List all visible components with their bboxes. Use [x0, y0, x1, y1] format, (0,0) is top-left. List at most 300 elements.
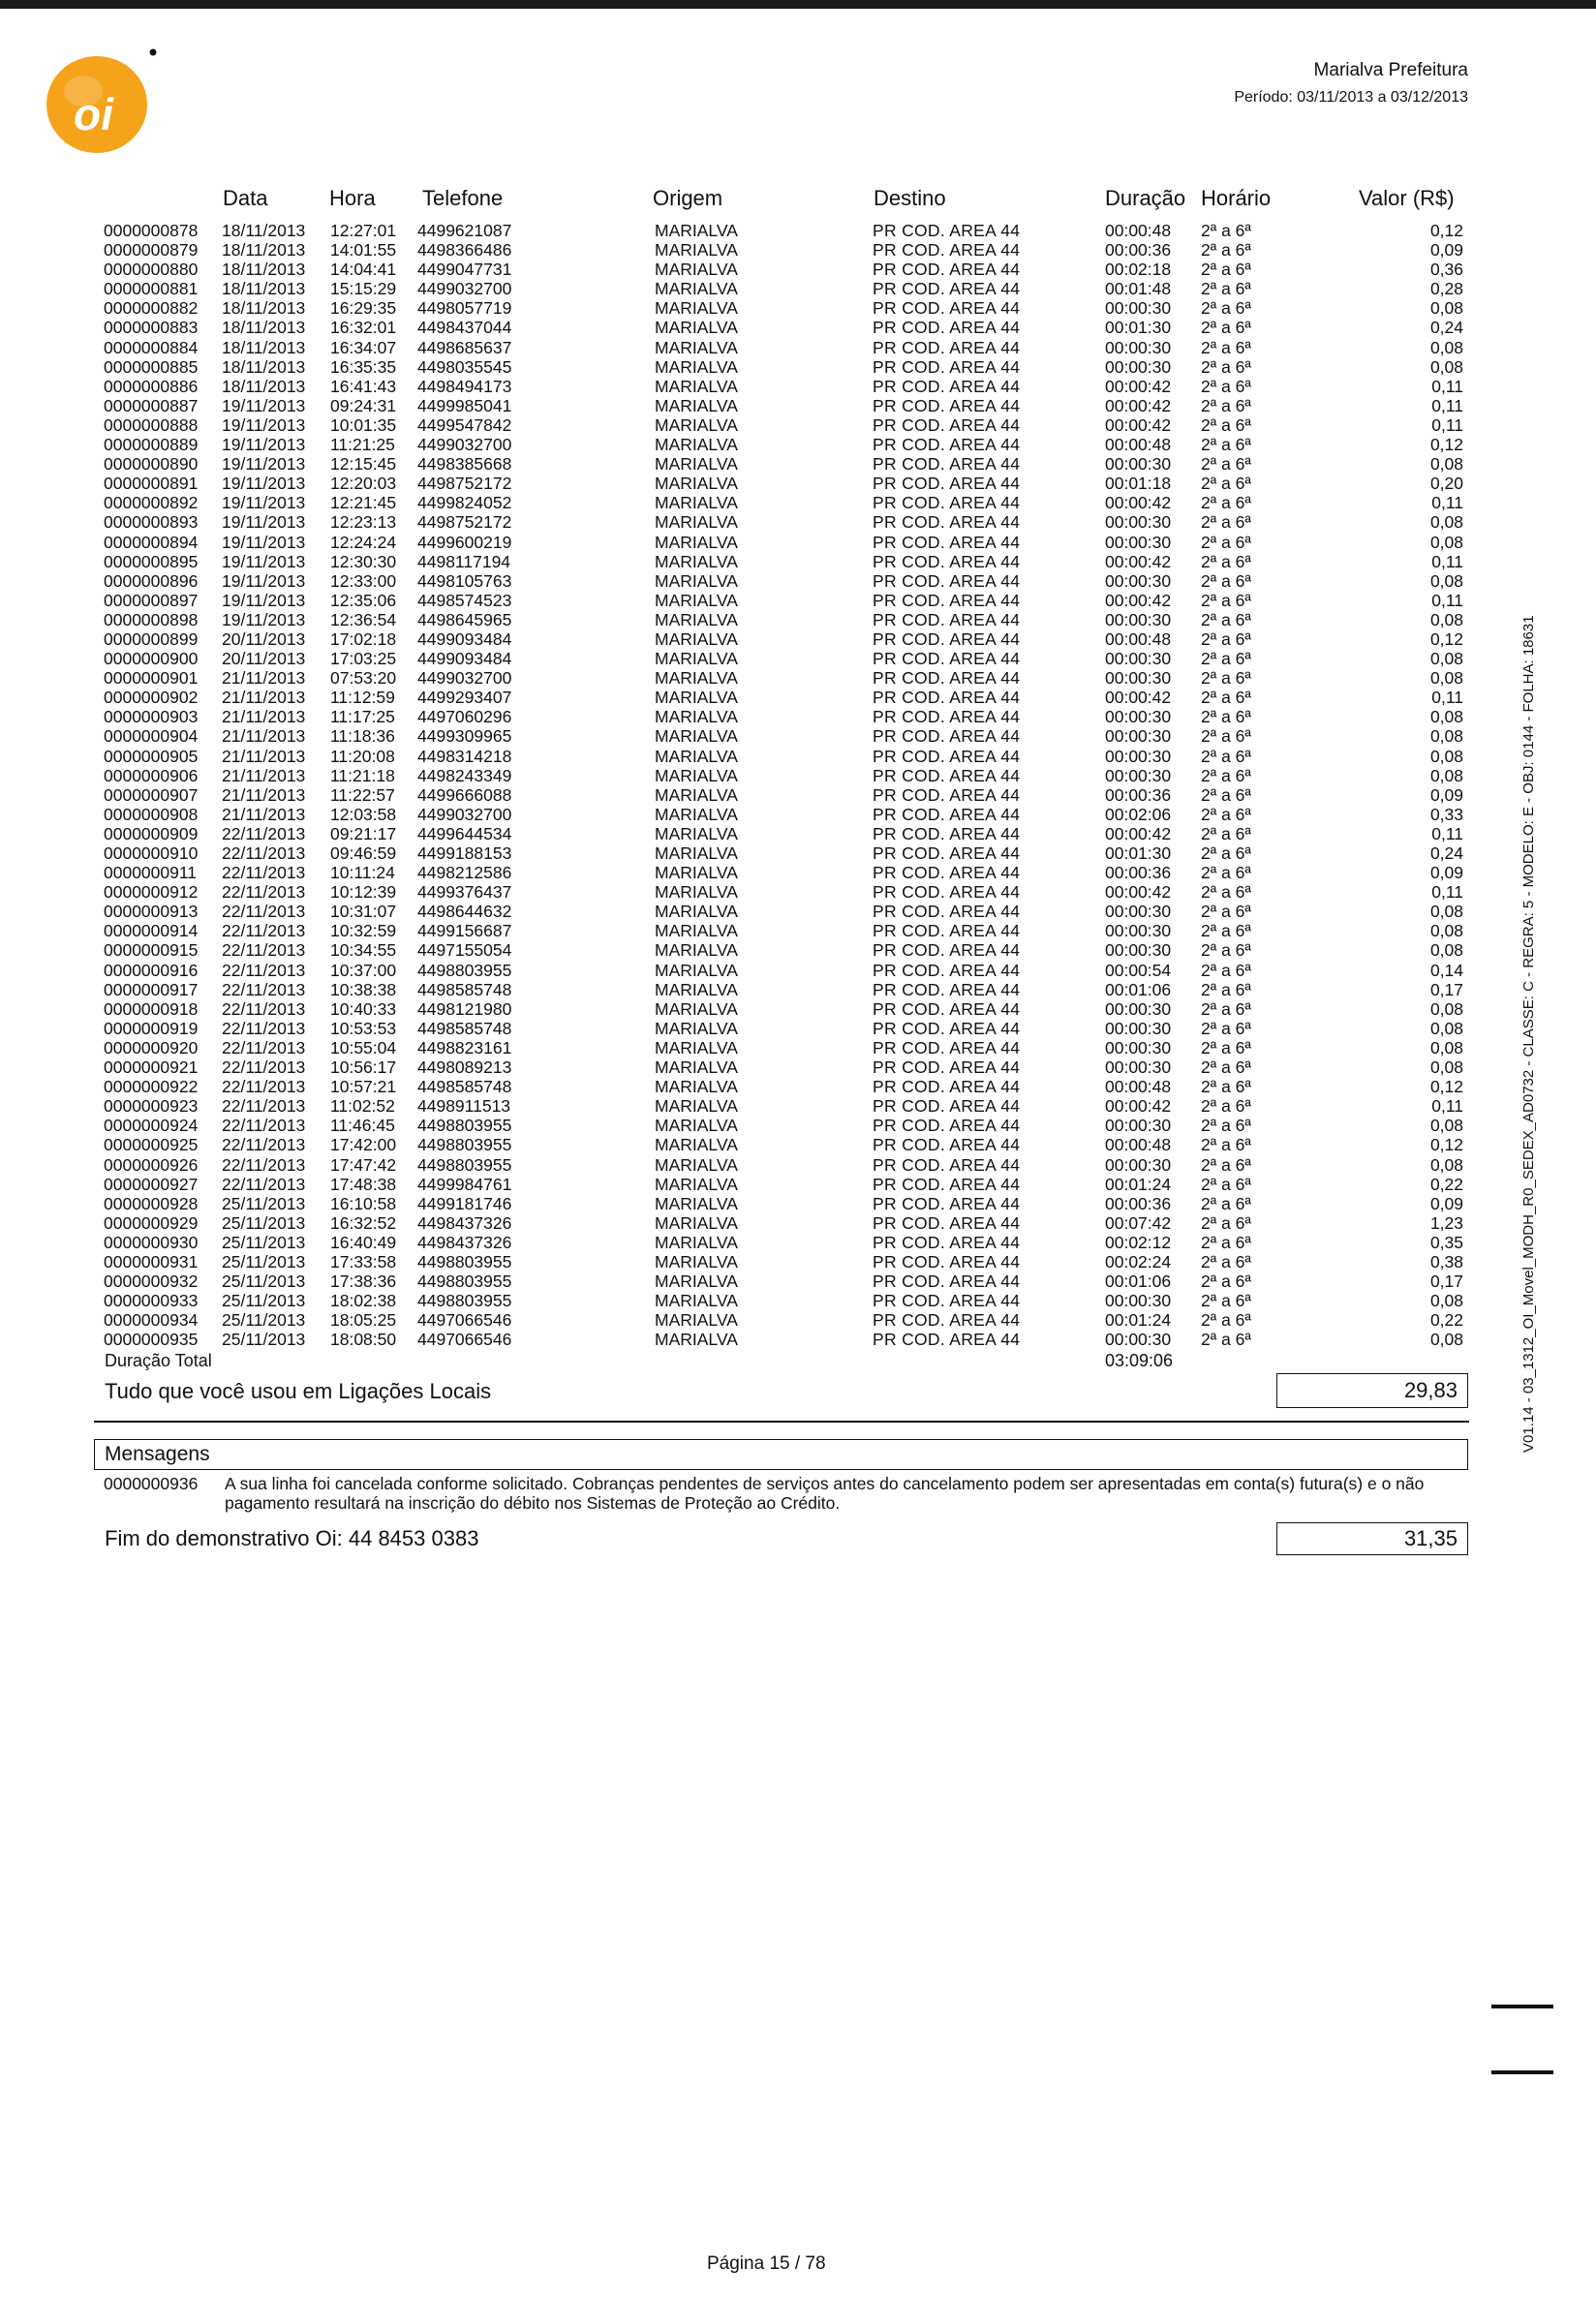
call-duration: 00:00:42 — [1105, 590, 1172, 610]
call-destination: PR COD. AREA 44 — [873, 240, 1021, 260]
table-row — [0, 240, 1596, 260]
call-duration: 00:00:54 — [1105, 960, 1172, 980]
table-row — [0, 921, 1596, 940]
call-origin: MARIALVA — [655, 765, 738, 785]
call-time: 17:48:38 — [330, 1174, 397, 1194]
call-phone: 4498803955 — [417, 1272, 512, 1292]
call-period: 2ª a 6ª — [1201, 1057, 1251, 1078]
call-time: 12:36:54 — [330, 609, 397, 629]
call-date: 21/11/2013 — [222, 707, 306, 727]
call-period: 2ª a 6ª — [1201, 1193, 1251, 1213]
call-origin: MARIALVA — [655, 1193, 738, 1213]
call-time: 18:05:25 — [330, 1310, 397, 1331]
table-row — [0, 357, 1596, 377]
call-destination: PR COD. AREA 44 — [873, 414, 1021, 435]
table-row — [0, 1194, 1596, 1213]
call-destination: PR COD. AREA 44 — [873, 765, 1021, 785]
call-duration: 00:00:30 — [1105, 298, 1172, 319]
call-date: 21/11/2013 — [222, 784, 306, 805]
call-phone: 4499984761 — [417, 1174, 512, 1194]
call-phone: 4498823161 — [417, 1037, 512, 1057]
call-duration: 00:00:42 — [1105, 551, 1172, 571]
call-time: 11:22:57 — [330, 784, 395, 805]
call-duration: 00:00:42 — [1105, 493, 1172, 513]
call-date: 19/11/2013 — [222, 570, 306, 591]
call-period: 2ª a 6ª — [1201, 1116, 1251, 1136]
table-row — [0, 863, 1596, 882]
call-phone: 4498752172 — [417, 512, 512, 533]
call-duration: 00:00:30 — [1105, 512, 1172, 533]
statement-total-box: 31,35 — [1276, 1522, 1468, 1555]
call-time: 10:56:17 — [330, 1057, 397, 1078]
call-phone: 4498585748 — [417, 1018, 512, 1038]
call-destination: PR COD. AREA 44 — [873, 1310, 1021, 1331]
call-duration: 00:00:42 — [1105, 688, 1172, 708]
call-id: 0000000900 — [104, 649, 199, 669]
table-row — [0, 1077, 1596, 1096]
call-origin: MARIALVA — [655, 1057, 738, 1078]
call-period: 2ª a 6ª — [1201, 512, 1251, 533]
call-destination: PR COD. AREA 44 — [873, 843, 1021, 863]
call-time: 14:04:41 — [330, 260, 397, 280]
call-time: 17:47:42 — [330, 1154, 397, 1175]
call-duration: 00:00:30 — [1105, 570, 1172, 591]
call-duration: 00:00:36 — [1105, 863, 1172, 883]
call-id: 0000000933 — [104, 1291, 199, 1311]
call-time: 17:02:18 — [330, 628, 397, 649]
call-id: 0000000890 — [104, 454, 199, 475]
call-origin: MARIALVA — [655, 746, 738, 766]
call-time: 11:17:25 — [330, 707, 395, 727]
call-phone: 4499644534 — [417, 823, 512, 843]
call-id: 0000000880 — [104, 260, 199, 280]
table-row — [0, 747, 1596, 766]
call-id: 0000000898 — [104, 609, 199, 629]
call-date: 25/11/2013 — [222, 1232, 306, 1252]
call-destination: PR COD. AREA 44 — [873, 1232, 1021, 1252]
call-time: 10:57:21 — [330, 1077, 397, 1097]
call-phone: 4497066546 — [417, 1330, 512, 1350]
call-destination: PR COD. AREA 44 — [873, 902, 1021, 922]
call-date: 22/11/2013 — [222, 1154, 306, 1175]
call-duration: 00:00:30 — [1105, 998, 1172, 1019]
call-origin: MARIALVA — [655, 726, 738, 747]
call-phone: 4499824052 — [417, 493, 512, 513]
call-destination: PR COD. AREA 44 — [873, 863, 1021, 883]
call-date: 19/11/2013 — [222, 474, 306, 494]
call-origin: MARIALVA — [655, 902, 738, 922]
table-row — [0, 1155, 1596, 1175]
call-value: 0,11 — [1431, 823, 1463, 843]
call-duration: 00:01:18 — [1105, 474, 1172, 494]
call-duration: 00:00:30 — [1105, 337, 1172, 357]
table-row — [0, 1057, 1596, 1077]
table-row — [0, 435, 1596, 454]
call-date: 25/11/2013 — [222, 1330, 306, 1350]
call-date: 18/11/2013 — [222, 298, 306, 319]
call-period: 2ª a 6ª — [1201, 940, 1251, 961]
call-phone: 4499188153 — [417, 843, 512, 863]
call-duration: 00:00:30 — [1105, 726, 1172, 747]
call-date: 25/11/2013 — [222, 1272, 306, 1292]
call-time: 07:53:20 — [330, 668, 397, 689]
call-date: 25/11/2013 — [222, 1310, 306, 1331]
call-origin: MARIALVA — [655, 1310, 738, 1331]
call-time: 11:46:45 — [330, 1116, 395, 1136]
call-id: 0000000914 — [104, 921, 199, 941]
call-destination: PR COD. AREA 44 — [873, 823, 1021, 843]
call-duration: 00:00:30 — [1105, 532, 1172, 552]
call-phone: 4498121980 — [417, 998, 512, 1019]
call-period: 2ª a 6ª — [1201, 1232, 1251, 1252]
call-origin: MARIALVA — [655, 688, 738, 708]
messages-title: Mensagens — [105, 1443, 210, 1465]
call-duration: 00:02:12 — [1105, 1232, 1172, 1252]
call-origin: MARIALVA — [655, 1174, 738, 1194]
call-period: 2ª a 6ª — [1201, 921, 1251, 941]
call-date: 21/11/2013 — [222, 726, 306, 747]
call-id: 0000000935 — [104, 1330, 199, 1350]
call-period: 2ª a 6ª — [1201, 882, 1251, 903]
call-period: 2ª a 6ª — [1201, 1330, 1251, 1350]
call-id: 0000000889 — [104, 435, 199, 455]
call-duration: 00:02:18 — [1105, 260, 1172, 280]
table-row — [0, 882, 1596, 902]
call-period: 2ª a 6ª — [1201, 1310, 1251, 1331]
page-number: Página 15 / 78 — [707, 2253, 826, 2274]
call-date: 25/11/2013 — [222, 1193, 306, 1213]
col-header-destino: Destino — [874, 186, 946, 210]
call-origin: MARIALVA — [655, 532, 738, 552]
call-duration: 00:01:24 — [1105, 1310, 1172, 1331]
call-origin: MARIALVA — [655, 356, 738, 377]
call-id: 0000000909 — [104, 823, 199, 843]
call-phone: 4499032700 — [417, 804, 512, 824]
call-phone: 4499600219 — [417, 532, 512, 552]
call-value: 0,08 — [1429, 337, 1463, 357]
table-row — [0, 1272, 1596, 1291]
call-period: 2ª a 6ª — [1201, 298, 1251, 319]
call-id: 0000000885 — [104, 356, 199, 377]
call-period: 2ª a 6ª — [1201, 414, 1251, 435]
call-id: 0000000882 — [104, 298, 199, 319]
call-value: 0,08 — [1429, 707, 1463, 727]
call-duration: 00:01:06 — [1105, 979, 1172, 999]
col-header-data: Data — [223, 186, 268, 210]
call-duration: 00:00:30 — [1105, 921, 1172, 941]
call-phone: 4498803955 — [417, 960, 512, 980]
call-phone: 4497155054 — [417, 940, 512, 961]
call-phone: 4498585748 — [417, 979, 512, 999]
call-value: 0,09 — [1429, 1193, 1463, 1213]
call-phone: 4498911513 — [417, 1096, 511, 1117]
table-row — [0, 1116, 1596, 1135]
call-destination: PR COD. AREA 44 — [873, 1057, 1021, 1078]
call-origin: MARIALVA — [655, 570, 738, 591]
call-period: 2ª a 6ª — [1201, 726, 1251, 747]
call-time: 10:34:55 — [330, 940, 397, 961]
call-date: 19/11/2013 — [222, 454, 306, 475]
call-duration: 00:01:24 — [1105, 1174, 1172, 1194]
call-destination: PR COD. AREA 44 — [873, 395, 1021, 415]
call-duration: 00:00:30 — [1105, 649, 1172, 669]
call-id: 0000000879 — [104, 240, 199, 260]
table-row — [0, 474, 1596, 493]
col-header-hora: Hora — [329, 186, 376, 210]
call-date: 22/11/2013 — [222, 843, 306, 863]
call-time: 12:24:24 — [330, 532, 397, 552]
call-phone: 4498314218 — [417, 746, 512, 766]
call-phone: 4498437044 — [417, 318, 512, 338]
call-period: 2ª a 6ª — [1201, 570, 1251, 591]
call-value: 0,08 — [1429, 1291, 1463, 1311]
call-time: 10:37:00 — [330, 960, 397, 980]
call-date: 20/11/2013 — [222, 628, 306, 649]
call-time: 12:15:45 — [330, 454, 397, 475]
table-row — [0, 1213, 1596, 1233]
call-id: 0000000887 — [104, 395, 199, 415]
call-id: 0000000911 — [104, 863, 198, 883]
message-text: A sua linha foi cancelada conforme solicitado. Cobranças pendentes de serviços antes do cancelamento podem ser apresentadas em conta(s) futura(s) e o não pagamento resultará na inscrição do débito nos Sistemas de Proteção ao Crédito. — [225, 1474, 1425, 1513]
call-period: 2ª a 6ª — [1201, 1077, 1251, 1097]
call-duration: 00:00:48 — [1105, 1077, 1172, 1097]
call-value: 0,22 — [1429, 1310, 1463, 1331]
call-origin: MARIALVA — [655, 240, 738, 260]
call-period: 2ª a 6ª — [1201, 493, 1251, 513]
call-id: 0000000894 — [104, 532, 199, 552]
call-origin: MARIALVA — [655, 979, 738, 999]
call-destination: PR COD. AREA 44 — [873, 1272, 1021, 1292]
call-phone: 4498494173 — [417, 376, 512, 396]
call-destination: PR COD. AREA 44 — [873, 882, 1021, 903]
table-row — [0, 610, 1596, 629]
col-header-horario: Horário — [1201, 186, 1272, 210]
call-time: 18:08:50 — [330, 1330, 397, 1350]
call-origin: MARIALVA — [655, 1037, 738, 1057]
call-phone: 4497060296 — [417, 707, 512, 727]
call-period: 2ª a 6ª — [1201, 979, 1251, 999]
call-period: 2ª a 6ª — [1201, 784, 1251, 805]
call-destination: PR COD. AREA 44 — [873, 746, 1021, 766]
call-time: 16:29:35 — [330, 298, 397, 319]
call-period: 2ª a 6ª — [1201, 1096, 1251, 1117]
call-destination: PR COD. AREA 44 — [873, 940, 1021, 961]
call-date: 18/11/2013 — [222, 356, 306, 377]
call-destination: PR COD. AREA 44 — [873, 1018, 1021, 1038]
call-value: 0,08 — [1429, 668, 1463, 689]
call-value: 0,08 — [1429, 512, 1463, 533]
call-id: 0000000917 — [104, 979, 199, 999]
call-period: 2ª a 6ª — [1201, 240, 1251, 260]
table-row — [0, 298, 1596, 318]
call-time: 16:10:58 — [330, 1193, 397, 1213]
call-origin: MARIALVA — [655, 337, 738, 357]
table-row — [0, 221, 1596, 240]
table-row — [0, 1135, 1596, 1154]
call-time: 16:40:49 — [330, 1232, 397, 1252]
call-duration: 00:00:30 — [1105, 609, 1172, 629]
table-row — [0, 1096, 1596, 1116]
call-duration: 00:00:30 — [1105, 1116, 1172, 1136]
call-duration: 00:00:42 — [1105, 395, 1172, 415]
call-id: 0000000926 — [104, 1154, 199, 1175]
call-date: 19/11/2013 — [222, 609, 306, 629]
call-destination: PR COD. AREA 44 — [873, 1096, 1021, 1117]
call-time: 16:32:01 — [330, 318, 397, 338]
call-duration: 00:00:30 — [1105, 746, 1172, 766]
table-row — [0, 649, 1596, 668]
call-id: 0000000902 — [104, 688, 199, 708]
call-date: 22/11/2013 — [222, 1037, 306, 1057]
call-value: 0,08 — [1429, 570, 1463, 591]
call-destination: PR COD. AREA 44 — [873, 551, 1021, 571]
call-time: 17:42:00 — [330, 1135, 397, 1155]
table-row — [0, 512, 1596, 532]
call-phone: 4498644632 — [417, 902, 512, 922]
call-phone: 4498366486 — [417, 240, 512, 260]
call-duration: 00:00:42 — [1105, 882, 1172, 903]
call-period: 2ª a 6ª — [1201, 454, 1251, 475]
call-origin: MARIALVA — [655, 1116, 738, 1136]
table-row — [0, 707, 1596, 726]
call-date: 22/11/2013 — [222, 1077, 306, 1097]
call-period: 2ª a 6ª — [1201, 551, 1251, 571]
call-time: 17:33:58 — [330, 1251, 397, 1272]
table-row — [0, 318, 1596, 337]
call-destination: PR COD. AREA 44 — [873, 532, 1021, 552]
call-value: 0,12 — [1429, 1135, 1463, 1155]
call-duration: 00:01:30 — [1105, 843, 1172, 863]
call-destination: PR COD. AREA 44 — [873, 1037, 1021, 1057]
call-destination: PR COD. AREA 44 — [873, 260, 1021, 280]
call-value: 0,22 — [1429, 1174, 1463, 1194]
call-time: 10:12:39 — [330, 882, 397, 903]
call-duration: 00:00:30 — [1105, 668, 1172, 689]
table-row — [0, 940, 1596, 960]
call-time: 09:46:59 — [330, 843, 397, 863]
call-phone: 4498585748 — [417, 1077, 512, 1097]
call-destination: PR COD. AREA 44 — [873, 337, 1021, 357]
call-phone: 4498117194 — [417, 551, 511, 571]
call-origin: MARIALVA — [655, 493, 738, 513]
call-date: 18/11/2013 — [222, 376, 306, 396]
call-id: 0000000896 — [104, 570, 199, 591]
table-row — [0, 571, 1596, 591]
call-origin: MARIALVA — [655, 512, 738, 533]
call-phone: 4498212586 — [417, 863, 512, 883]
call-duration: 00:00:48 — [1105, 221, 1172, 240]
call-value: 0,11 — [1431, 590, 1463, 610]
table-row — [0, 980, 1596, 999]
call-id: 0000000928 — [104, 1193, 199, 1213]
call-phone: 4498437326 — [417, 1212, 512, 1233]
call-id: 0000000932 — [104, 1272, 199, 1292]
call-period: 2ª a 6ª — [1201, 1291, 1251, 1311]
registration-mark — [1491, 2005, 1553, 2008]
call-destination: PR COD. AREA 44 — [873, 570, 1021, 591]
call-time: 11:21:25 — [330, 435, 395, 455]
call-origin: MARIALVA — [655, 1135, 738, 1155]
call-time: 12:30:30 — [330, 551, 397, 571]
call-origin: MARIALVA — [655, 1096, 738, 1117]
call-origin: MARIALVA — [655, 863, 738, 883]
table-row — [0, 338, 1596, 357]
call-origin: MARIALVA — [655, 551, 738, 571]
call-value: 0,17 — [1429, 1272, 1463, 1292]
call-origin: MARIALVA — [655, 1212, 738, 1233]
call-date: 18/11/2013 — [222, 337, 306, 357]
call-origin: MARIALVA — [655, 668, 738, 689]
call-period: 2ª a 6ª — [1201, 1272, 1251, 1292]
table-row — [0, 533, 1596, 552]
call-duration: 00:00:36 — [1105, 784, 1172, 805]
call-period: 2ª a 6ª — [1201, 1154, 1251, 1175]
call-phone: 4499621087 — [417, 221, 512, 240]
call-id: 0000000923 — [104, 1096, 199, 1117]
call-period: 2ª a 6ª — [1201, 746, 1251, 766]
call-destination: PR COD. AREA 44 — [873, 1135, 1021, 1155]
call-origin: MARIALVA — [655, 376, 738, 396]
call-id: 0000000881 — [104, 279, 199, 299]
call-period: 2ª a 6ª — [1201, 960, 1251, 980]
call-period: 2ª a 6ª — [1201, 260, 1251, 280]
table-row — [0, 415, 1596, 435]
call-value: 0,14 — [1429, 960, 1463, 980]
call-origin: MARIALVA — [655, 1077, 738, 1097]
call-origin: MARIALVA — [655, 940, 738, 961]
call-value: 0,38 — [1429, 1251, 1463, 1272]
call-duration: 00:00:30 — [1105, 1037, 1172, 1057]
table-row — [0, 260, 1596, 279]
call-duration: 00:00:30 — [1105, 1057, 1172, 1078]
call-time: 11:18:36 — [330, 726, 395, 747]
call-origin: MARIALVA — [655, 279, 738, 299]
call-origin: MARIALVA — [655, 998, 738, 1019]
table-row — [0, 493, 1596, 512]
table-row — [0, 1175, 1596, 1194]
total-duration-value: 03:09:06 — [1105, 1351, 1174, 1370]
call-time: 16:32:52 — [330, 1212, 397, 1233]
call-id: 0000000918 — [104, 998, 199, 1019]
call-time: 18:02:38 — [330, 1291, 397, 1311]
call-id: 0000000903 — [104, 707, 199, 727]
call-phone: 4498752172 — [417, 474, 512, 494]
call-value: 0,24 — [1429, 318, 1463, 338]
call-duration: 00:01:06 — [1105, 1272, 1172, 1292]
call-origin: MARIALVA — [655, 1154, 738, 1175]
table-row — [0, 824, 1596, 843]
call-destination: PR COD. AREA 44 — [873, 221, 1021, 240]
call-time: 16:41:43 — [330, 376, 397, 396]
call-period: 2ª a 6ª — [1201, 337, 1251, 357]
call-value: 0,17 — [1429, 979, 1463, 999]
call-destination: PR COD. AREA 44 — [873, 707, 1021, 727]
call-phone: 4499985041 — [417, 395, 512, 415]
call-destination: PR COD. AREA 44 — [873, 493, 1021, 513]
logo-text: oi — [74, 89, 113, 139]
call-date: 18/11/2013 — [222, 240, 306, 260]
table-row — [0, 1038, 1596, 1057]
call-id: 0000000919 — [104, 1018, 199, 1038]
call-period: 2ª a 6ª — [1201, 376, 1251, 396]
table-row — [0, 843, 1596, 863]
call-date: 19/11/2013 — [222, 395, 306, 415]
call-period: 2ª a 6ª — [1201, 823, 1251, 843]
calls-table — [0, 221, 1596, 1349]
call-phone: 4498105763 — [417, 570, 512, 591]
call-date: 22/11/2013 — [222, 1116, 306, 1136]
divider — [94, 1421, 1469, 1423]
